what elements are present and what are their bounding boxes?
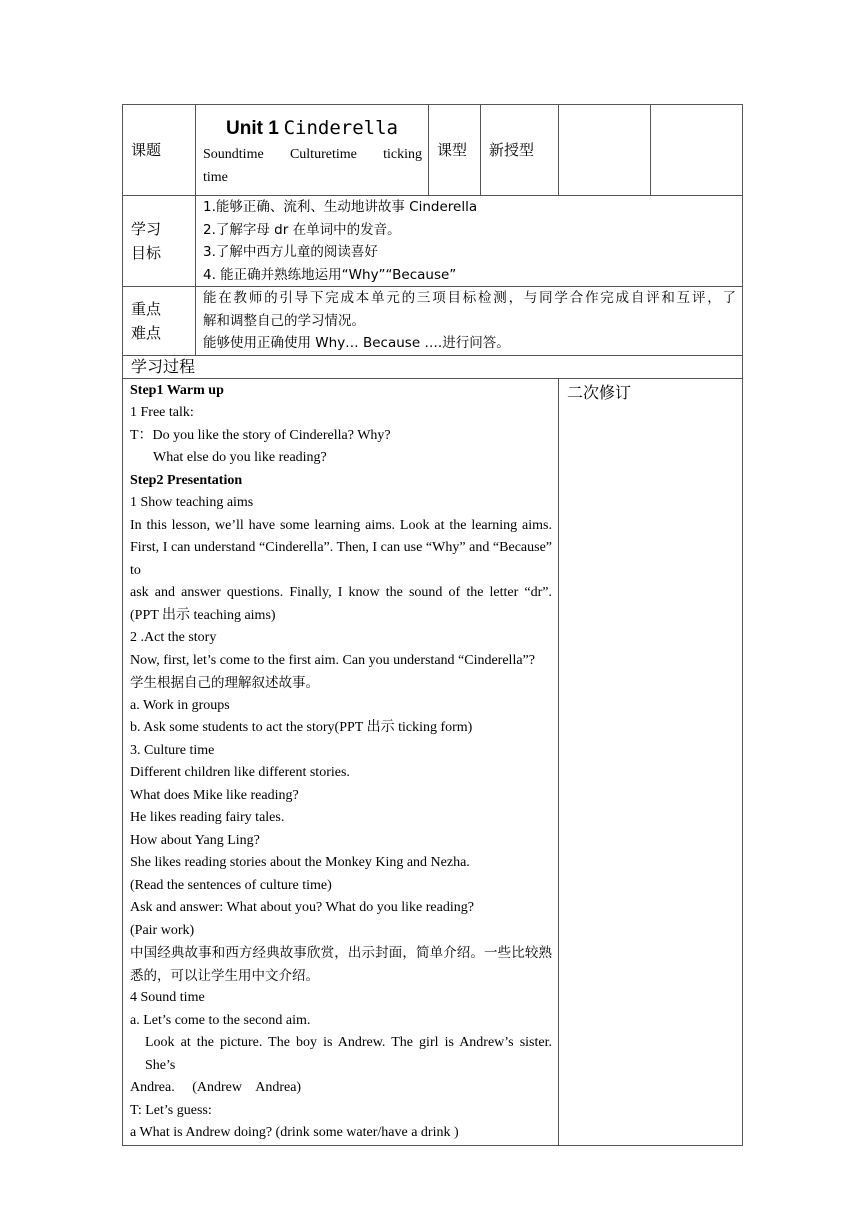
culture-line: She likes reading stories about the Monkey King and Nezha. (130, 855, 470, 870)
culture-line: (Read the sentences of culture time) (130, 877, 332, 893)
sound-line: Andrea. (Andrew Andrea) (130, 1080, 302, 1095)
lesson-plan-table (122, 104, 743, 1146)
type-label: 课型 (437, 141, 468, 159)
free-talk: 1 Free talk: (130, 405, 194, 420)
lesson-subtitle-line: Soundtime Culturetime ticking (203, 147, 423, 162)
act-line: Now, first, let’s come to the first aim. Can you understand “Cinderella”? (130, 652, 535, 668)
sound-line: a What is Andrew doing? (drink some water/have a drink ) (130, 1125, 459, 1140)
aims-line: First, I can understand “Cinderella”. Then, I can use “Why” and “Because” to (130, 540, 552, 578)
culture-line: Ask and answer: What about you? What do you like reading? (130, 900, 474, 915)
header-row (123, 105, 743, 196)
process-content-row (123, 378, 743, 1145)
sound-title: 4 Sound time (130, 990, 205, 1005)
culture-line: What does Mike like reading? (130, 787, 299, 803)
step2-title: Step2 Presentation (130, 472, 243, 488)
process-content-cell (123, 378, 559, 1145)
type-label-cell (429, 105, 481, 196)
goal-item: 3.了解中西方儿童的阅读喜好 (203, 244, 378, 260)
unit-number: Unit 1 (226, 118, 279, 139)
question-line: What else do you like reading? (153, 450, 327, 465)
act-line: b. Ask some students to act the story(PPT 出示 ticking form) (130, 720, 473, 735)
step1-title: Step1 Warm up (130, 382, 224, 398)
key-point-line: 能在教师的引导下完成本单元的三项目标检测，与同学合作完成自评和互评，了 (203, 290, 736, 306)
sound-line: Look at the picture. The boy is Andrew. The girl is Andrew’s sister. She’s (145, 1035, 552, 1073)
aims-line: (PPT 出示 teaching aims) (130, 607, 276, 623)
sound-line: a. Let’s come to the second aim. (130, 1012, 311, 1028)
key-points-row (123, 287, 743, 356)
empty-cell-2 (651, 105, 743, 196)
act-line: a. Work in groups (130, 697, 230, 713)
goals-label-cell: 学习 目标 (123, 196, 196, 287)
aims-line: In this lesson, we’ll have some learning aims. Look at the learning aims. (130, 517, 552, 533)
empty-cell-1 (559, 105, 651, 196)
goal-item: 2.了解字母 dr 在单词中的发音。 (203, 221, 401, 238)
revision-cell (559, 378, 743, 1145)
course-label-cell (123, 105, 196, 196)
goals-row (123, 196, 743, 287)
type-value-cell (481, 105, 559, 196)
culture-line: How about Yang Ling? (130, 832, 260, 848)
unit-name: Cinderella (283, 117, 398, 139)
show-aims: 1 Show teaching aims (130, 495, 254, 510)
course-label: 课题 (131, 141, 162, 159)
key-points-content-cell (196, 287, 743, 356)
process-label: 学习过程 (131, 356, 196, 376)
question-line: T：Do you like the story of Cinderella? Why? (130, 427, 391, 443)
process-label-cell (123, 355, 743, 378)
type-value: 新授型 (489, 141, 535, 159)
culture-line: He likes reading fairy tales. (130, 810, 285, 825)
culture-title: 3. Culture time (130, 742, 215, 758)
lesson-plan-document (122, 104, 742, 1146)
culture-line: 悉的，可以让学生用中文介绍。 (130, 967, 319, 984)
key-point-line: 解和调整自己的学习情况。 (203, 312, 365, 329)
aims-line: ask and answer questions. Finally, I know the sound of the letter “dr”. (130, 585, 553, 600)
lesson-subtitle-wrap: time (203, 169, 228, 185)
sound-line: T: Let’s guess: (130, 1102, 212, 1118)
act-line: 学生根据自己的理解叙述故事。 (130, 675, 319, 691)
revision-label: 二次修订 (567, 382, 632, 402)
culture-line: (Pair work) (130, 922, 195, 938)
culture-line: Different children like different stories. (130, 765, 350, 780)
key-point-line: 能够使用正确使用 Why… Because ….进行问答。 (203, 335, 510, 351)
process-label-row (123, 355, 743, 378)
goal-item: 1.能够正确、流利、生动地讲故事 Cinderella (203, 199, 478, 215)
act-story-title: 2 .Act the story (130, 630, 217, 645)
course-title-cell (196, 105, 429, 196)
goals-content-cell (196, 196, 743, 287)
key-points-label-cell: 重点 难点 (123, 287, 196, 356)
goal-item: 4. 能正确并熟练地运用“Why”“Because” (203, 266, 457, 283)
lesson-title (196, 113, 428, 144)
culture-line: 中国经典故事和西方经典故事欣赏，出示封面，简单介绍。一些比较熟 (130, 945, 552, 961)
